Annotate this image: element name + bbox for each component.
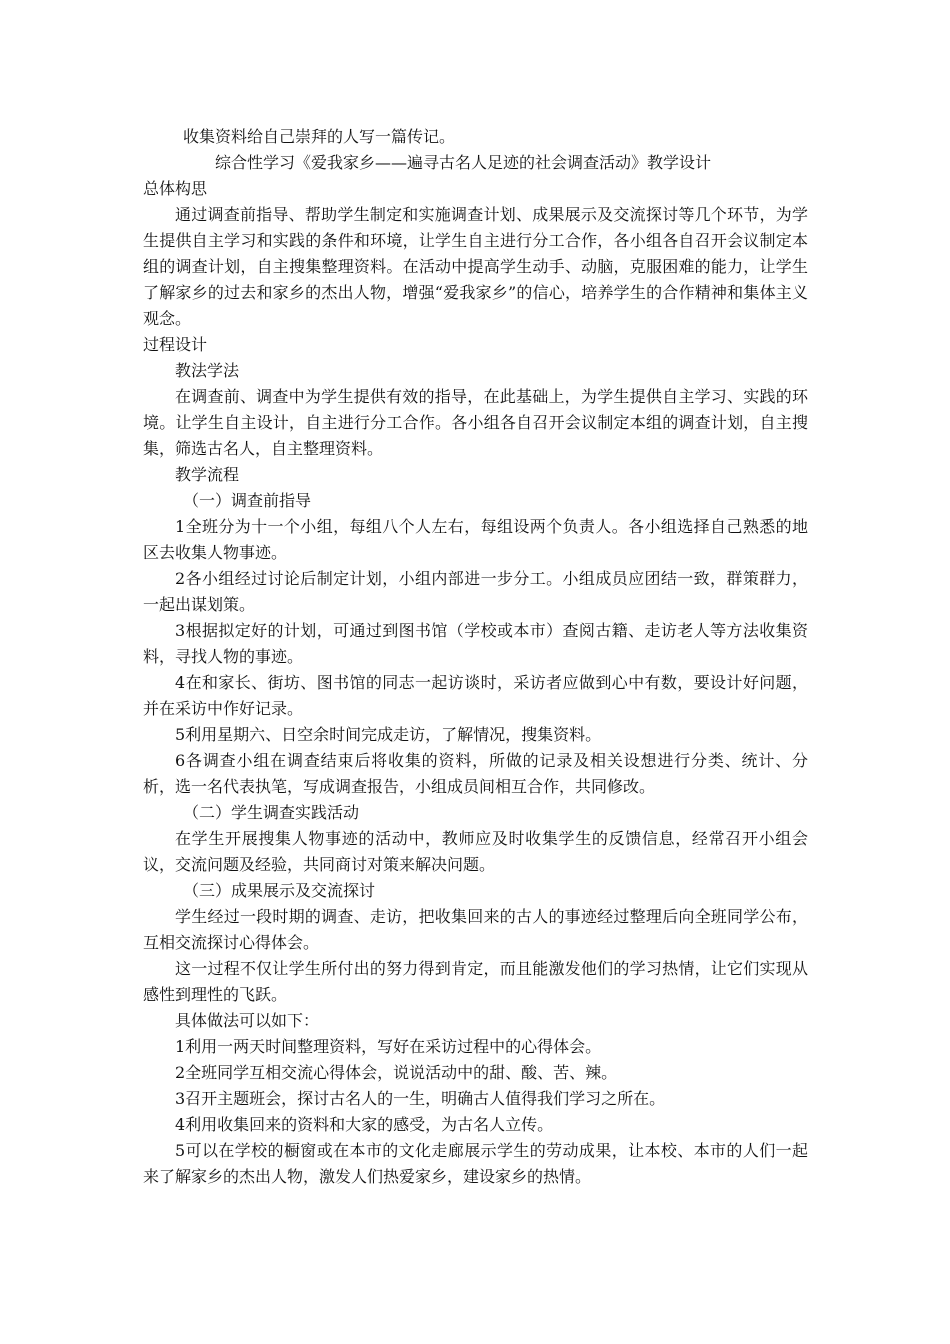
section1-item: 6各调查小组在调查结束后将收集的资料，所做的记录及相关设想进行分类、统计、分析，选一名代表执笔，写成调查报告，小组成员间相互合作，共同修改。 [143, 751, 808, 796]
method-heading: 教法学法 [175, 361, 240, 380]
practice-item: 2全班同学互相交流心得体会，说说活动中的甜、酸、苦、辣。 [175, 1063, 618, 1082]
section1-item: 2各小组经过讨论后制定计划，小组内部进一步分工。小组成员应团结一致，群策群力，一起出谋划策。 [143, 569, 808, 614]
section1-item: 5利用星期六、日空余时间完成走访，了解情况，搜集资料。 [175, 725, 602, 744]
practice-heading: 具体做法可以如下： [175, 1011, 320, 1030]
section1-item: 4在和家长、街坊、图书馆的同志一起访谈时，采访者应做到心中有数，要设计好问题，并在采访中作好记录。 [143, 673, 808, 718]
practice-item: 4利用收集回来的资料和大家的感受，为古名人立传。 [175, 1115, 554, 1134]
section3-heading: （三）成果展示及交流探讨 [183, 881, 376, 900]
section3-paragraph: 这一过程不仅让学生所付出的努力得到肯定，而且能激发他们的学习热情，让它们实现从感性到理性的飞跃。 [143, 959, 808, 1004]
section2-heading: （二）学生调查实践活动 [183, 803, 360, 822]
document-title: 综合性学习《爱我家乡——遍寻古名人足迹的社会调查活动》教学设计 [215, 153, 712, 172]
section1-item: 3根据拟定好的计划，可通过到图书馆（学校或本市）查阅古籍、走访老人等方法收集资料，寻找人物的事迹。 [143, 621, 808, 666]
overall-paragraph: 通过调查前指导、帮助学生制定和实施调查计划、成果展示及交流探讨等几个环节，为学生提供自主学习和实践的条件和环境，让学生自主进行分工合作，各小组各自召开会议制定本组的调查计划，自主搜集整理资料。在活动中提高学生动手、动脑，克服困难的能力，让学生了解家乡的过去和家乡的杰出人物，增强“爱我家乡”的信心，培养学生的合作精神和集体主义观念。 [143, 205, 808, 328]
method-paragraph: 在调查前、调查中为学生提供有效的指导，在此基础上，为学生提供自主学习、实践的环境。让学生自主设计，自主进行分工合作。各小组各自召开会议制定本组的调查计划，自主搜集，筛选古名人，自主整理资料。 [143, 387, 808, 458]
practice-item: 3召开主题班会，探讨古名人的一生，明确古人值得我们学习之所在。 [175, 1089, 666, 1108]
section3-paragraph: 学生经过一段时期的调查、走访，把收集回来的古人的事迹经过整理后向全班同学公布，互相交流探讨心得体会。 [143, 907, 808, 952]
process-heading: 过程设计 [143, 335, 208, 354]
document-page [143, 124, 808, 1190]
practice-item: 1利用一两天时间整理资料，写好在采访过程中的心得体会。 [175, 1037, 602, 1056]
section2-paragraph: 在学生开展搜集人物事迹的活动中，教师应及时收集学生的反馈信息，经常召开小组会议，交流问题及经验，共同商讨对策来解决问题。 [143, 829, 808, 874]
intro-line: 收集资料给自己崇拜的人写一篇传记。 [183, 127, 456, 146]
section1-heading: （一）调查前指导 [183, 491, 312, 510]
flow-heading: 教学流程 [175, 465, 240, 484]
section1-item: 1全班分为十一个小组，每组八个人左右，每组设两个负责人。各小组选择自己熟悉的地区去收集人物事迹。 [143, 517, 808, 562]
overall-heading: 总体构思 [143, 179, 208, 198]
practice-item: 5可以在学校的橱窗或在本市的文化走廊展示学生的劳动成果，让本校、本市的人们一起来了解家乡的杰出人物，激发人们热爱家乡，建设家乡的热情。 [143, 1141, 808, 1186]
